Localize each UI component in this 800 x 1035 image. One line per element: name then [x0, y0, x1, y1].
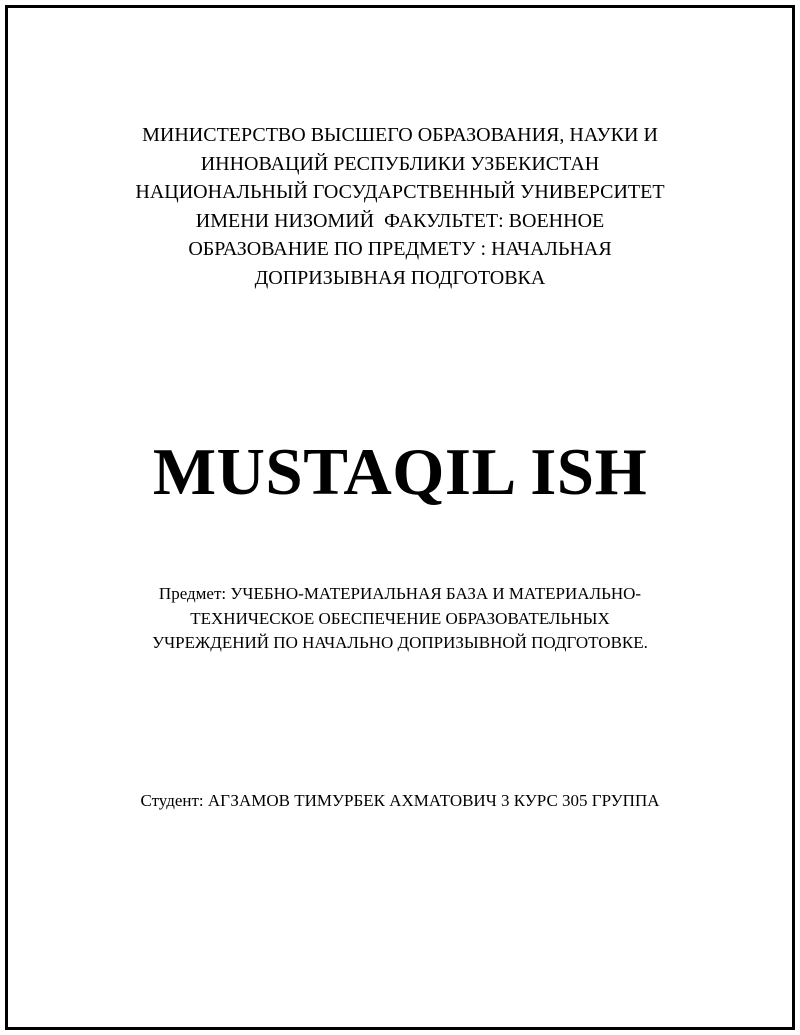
subject-line: Предмет: УЧЕБНО-МАТЕРИАЛЬНАЯ БАЗА И МАТЕРИАЛЬНО-: [158, 584, 642, 603]
header-line: ДОПРИЗЫВНАЯ ПОДГОТОВКА: [254, 266, 546, 289]
subject-description: [0, 582, 800, 656]
header-line: ИННОВАЦИЙ РЕСПУБЛИКИ УЗБЕКИСТАН: [200, 152, 600, 175]
header-line: МИНИСТЕРСТВО ВЫСШЕГО ОБРАЗОВАНИЯ, НАУКИ И: [142, 124, 658, 146]
document-title: MUSTAQIL ISH: [152, 435, 648, 509]
subject-line: ТЕХНИЧЕСКОЕ ОБЕСПЕЧЕНИЕ ОБРАЗОВАТЕЛЬНЫХ: [190, 608, 610, 628]
header-line: ИМЕНИ НИЗОМИЙ ФАКУЛЬТЕТ: ВОЕННОЕ: [195, 209, 605, 232]
subject-line: УЧРЕЖДЕНИЙ ПО НАЧАЛЬНО ДОПРИЗЫВНОЙ ПОДГОТОВКЕ.: [152, 633, 648, 652]
header-line: ОБРАЗОВАНИЕ ПО ПРЕДМЕТУ : НАЧАЛЬНАЯ: [188, 238, 612, 260]
student-info: Студент: АГЗАМОВ ТИМУРБЕК АХМАТОВИЧ 3 КУРС 305 ГРУППА: [140, 791, 660, 810]
header-line: НАЦИОНАЛЬНЫЙ ГОСУДАРСТВЕННЫЙ УНИВЕРСИТЕТ: [135, 181, 665, 203]
institution-header: [0, 121, 800, 292]
